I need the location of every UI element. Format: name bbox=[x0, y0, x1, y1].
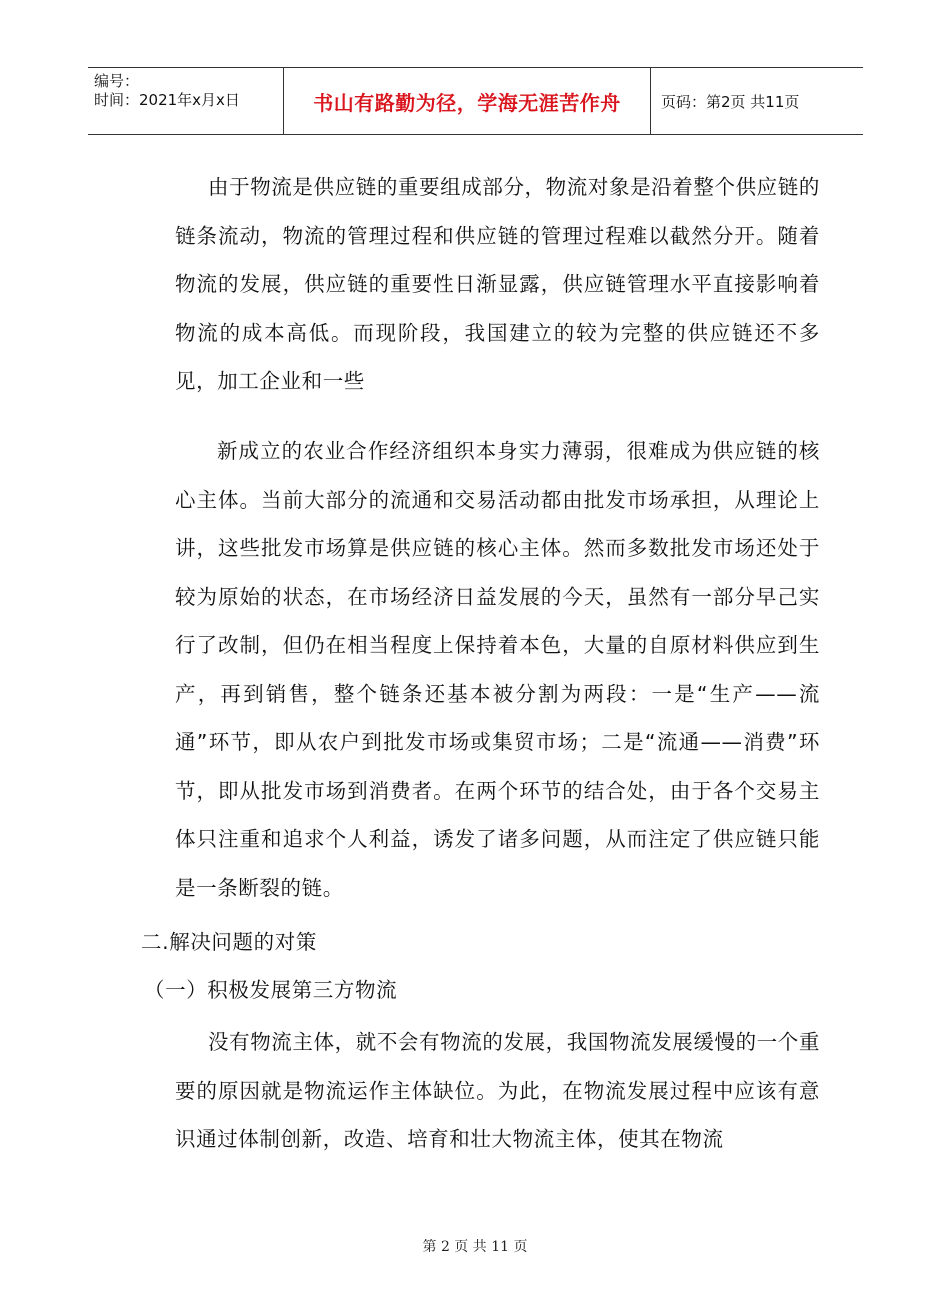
header-meta bbox=[88, 68, 284, 134]
doc-time-label: 时间：2021年x月x日 bbox=[94, 91, 240, 109]
body-paragraph-1: 由于物流是供应链的重要组成部分，物流对象是沿着整个供应链的链条流动，物流的管理过程和供应链的管理过程难以截然分开。随着物流的发展，供应链的重要性日渐显露，供应链管理水平直接影响着物流的成本高低。而现阶段，我国建立的较为完整的供应链还不多见，加工企业和一些 bbox=[175, 175, 820, 393]
body-paragraph-2: 新成立的农业合作经济组织本身实力薄弱，很难成为供应链的核心主体。当前大部分的流通和交易活动都由批发市场承担，从理论上讲，这些批发市场算是供应链的核心主体。然而多数批发市场还处于较为原始的状态，在市场经济日益发展的今天，虽然有一部分早己实行了改制，但仍在相当程度上保持着本色，大量的自原材料供应到生产，再到销售，整个链条还基本被分割为两段：一是“生产——流通”环节，即从农户到批发市场或集贸市场；二是“流通——消费”环节，即从批发市场到消费者。在两个环节的结合处，由于各个交易主体只注重和追求个人利益，诱发了诸多问题，从而注定了供应链只能是一条断裂的链。 bbox=[175, 439, 820, 900]
subsection-heading: （一）积极发展第三方物流 bbox=[144, 978, 398, 1002]
page-header bbox=[88, 67, 863, 135]
doc-number-label: 编号： bbox=[94, 72, 140, 90]
body-paragraph-3: 没有物流主体，就不会有物流的发展，我国物流发展缓慢的一个重要的原因就是物流运作主体缺位。为此，在物流发展过程中应该有意识通过体制创新，改造、培育和壮大物流主体，使其在物流 bbox=[175, 1030, 820, 1151]
page-footer: 第 2 页 共 11 页 bbox=[422, 1239, 528, 1255]
header-motto: 书山有路勤为径，学海无涯苦作舟 bbox=[284, 68, 651, 134]
section-heading: 二.解决问题的对策 bbox=[141, 930, 317, 954]
header-page-info: 页码：第2页 共11页 bbox=[661, 92, 800, 111]
